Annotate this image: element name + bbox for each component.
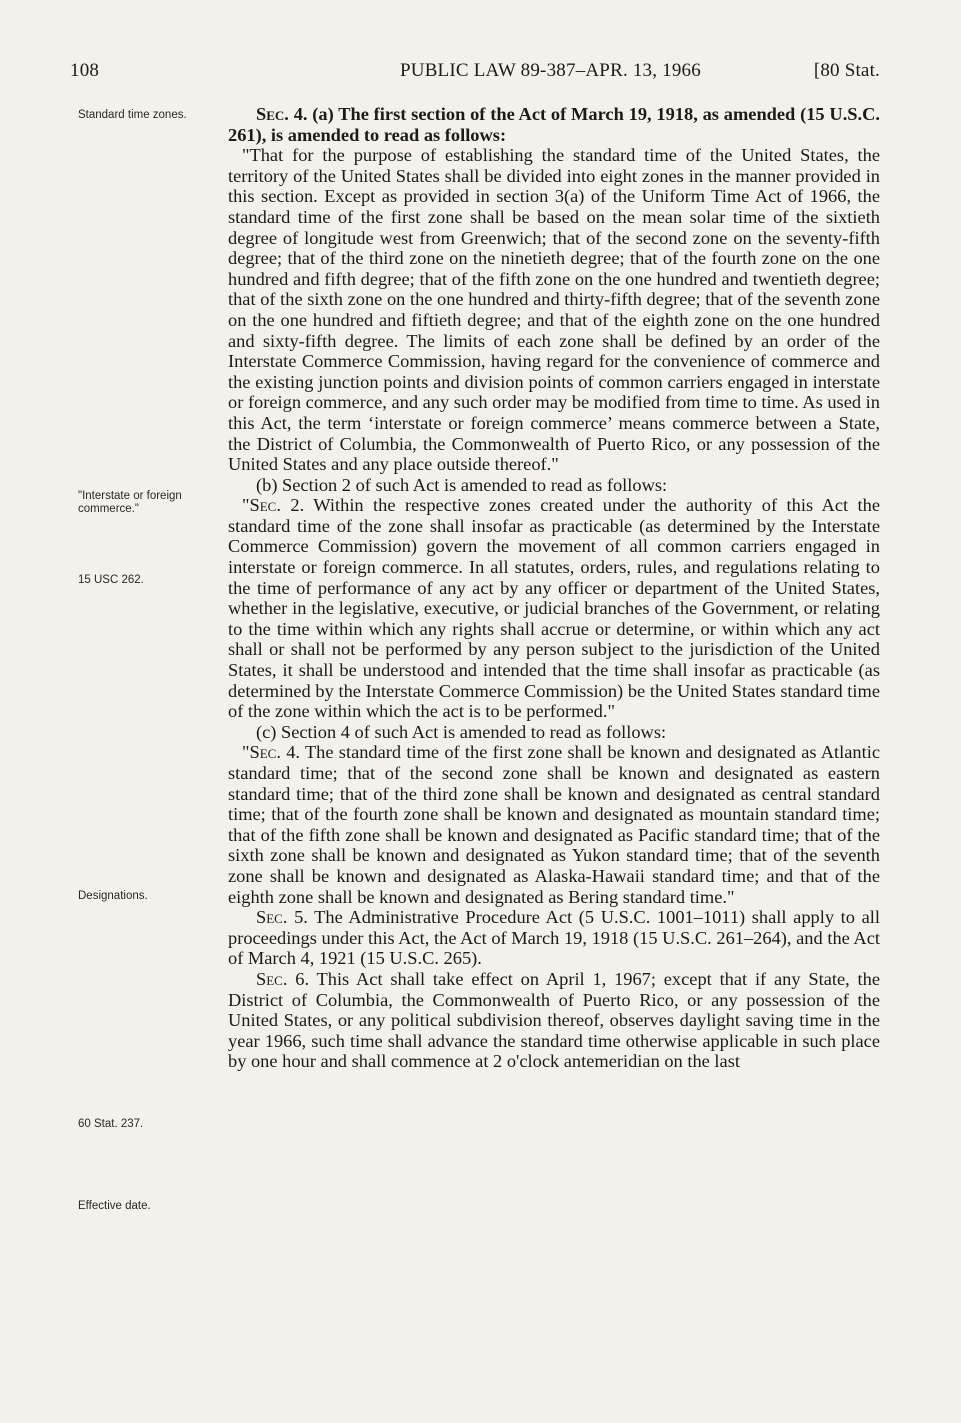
section-6: Sec. 6. This Act shall take effect on April 1, 1967; except that if any State, the District of Columbia, the Commonwealth of Puerto Rico, or any possession of the United States, or any political subdivision thereof, observes daylight saving time in the year 1966, such time shall advance the standard time otherwise applicable in such place by one hour and shall commence at 2 o'clock antemeridian on the last [228, 968, 880, 1072]
section-4-c: (c) Section 4 of such Act is amended to read as follows: [256, 721, 667, 742]
main-body [228, 104, 880, 1072]
page-number: 108 [70, 60, 100, 81]
quoted-sec-2: "Sec. 2. Within the respective zones created under the authority of this Act the standard time of the zone shall insofar as practicable (as determined by the Interstate Commerce Commission) govern the movement of all common carriers engaged in interstate or foreign commerce. In all statutes, orders, rules, and regulations relating to the time of performance of any act by any officer or department of the United States, whether in the legislative, executive, or judicial branches of the Government, or relating to the time within which any rights shall accrue or determine, or within which any act shall or shall not be performed by any person subject to the jurisdiction of the United States, it shall be understood and intended that the time shall insofar as practicable (as determined by the Interstate Commerce Commission) be the United States standard time of the zone within which the act is to be performed." [228, 495, 880, 722]
quoted-first-section: "That for the purpose of establishing the standard time of the United States, the territory of the United States shall be divided into eight zones in the manner provided in this section. Except as provided in section 3(a) of the Uniform Time Act of 1966, the standard time of the first zone shall be based on the mean solar time of the sixtieth degree of longitude west from Greenwich; that of the second zone on the seventy-fifth degree; that of the third zone on the ninetieth degree; that of the fourth zone on the one hundred and fifth degree; that of the fifth zone on the one hundred and twentieth degree; that of the sixth zone on the one hundred and thirty-fifth degree; that of the seventh zone on the one hundred and fiftieth degree; and that of the eighth zone on the one hundred and sixty-fifth degree. The limits of each zone shall be defined by an order of the Interstate Commerce Commission, having regard for the convenience of commerce and the existing junction points and division points of common carriers engaged in interstate or foreign commerce, and any such order may be modified from time to time. As used in this Act, the term ‘interstate or foreign commerce’ means commerce between a State, the District of Columbia, the Commonwealth of Puerto Rico, or any possession of the United States and any place outside thereof." [228, 145, 880, 475]
margin-note-interstate-commerce: "Interstate or foreign commerce." [78, 490, 182, 515]
margin-note-standard-time-zones: Standard time zones. [78, 109, 187, 121]
statute-reference: [80 Stat. [813, 60, 880, 81]
margin-note-60-stat-237: 60 Stat. 237. [78, 1118, 144, 1130]
section-4-b: (b) Section 2 of such Act is amended to read as follows: [256, 474, 668, 495]
margin-note-usc-262: 15 USC 262. [78, 574, 144, 586]
margin-note-effective-date: Effective date. [78, 1200, 151, 1212]
running-title: PUBLIC LAW 89-387–APR. 13, 1966 [400, 60, 701, 81]
quoted-sec-4: "Sec. 4. The standard time of the first zone shall be known and designated as Atlantic standard time; that of the second zone shall be known and designated as eastern standard time; that of the third zone shall be known and designated as central standard time; that of the fourth zone shall be known and designated as mountain standard time; that of the fifth zone shall be known and designated as Pacific standard time; that of the sixth zone shall be known and designated as Yukon standard time; that of the seventh zone shall be known and designated as Alaska-Hawaii standard time; and that of the eighth zone shall be known and designated as Bering standard time." [228, 742, 880, 907]
page-header [70, 60, 880, 90]
section-4-a: Sec. 4. (a) The first section of the Act of March 19, 1918, as amended (15 U.S.C. 261), is amended to read as follows: [228, 104, 880, 145]
margin-note-designations: Designations. [78, 890, 148, 902]
section-5: Sec. 5. The Administrative Procedure Act (5 U.S.C. 1001–1011) shall apply to all proceedings under this Act, the Act of March 19, 1918 (15 U.S.C. 261–264), and the Act of March 4, 1921 (15 U.S.C. 265). [228, 907, 880, 969]
